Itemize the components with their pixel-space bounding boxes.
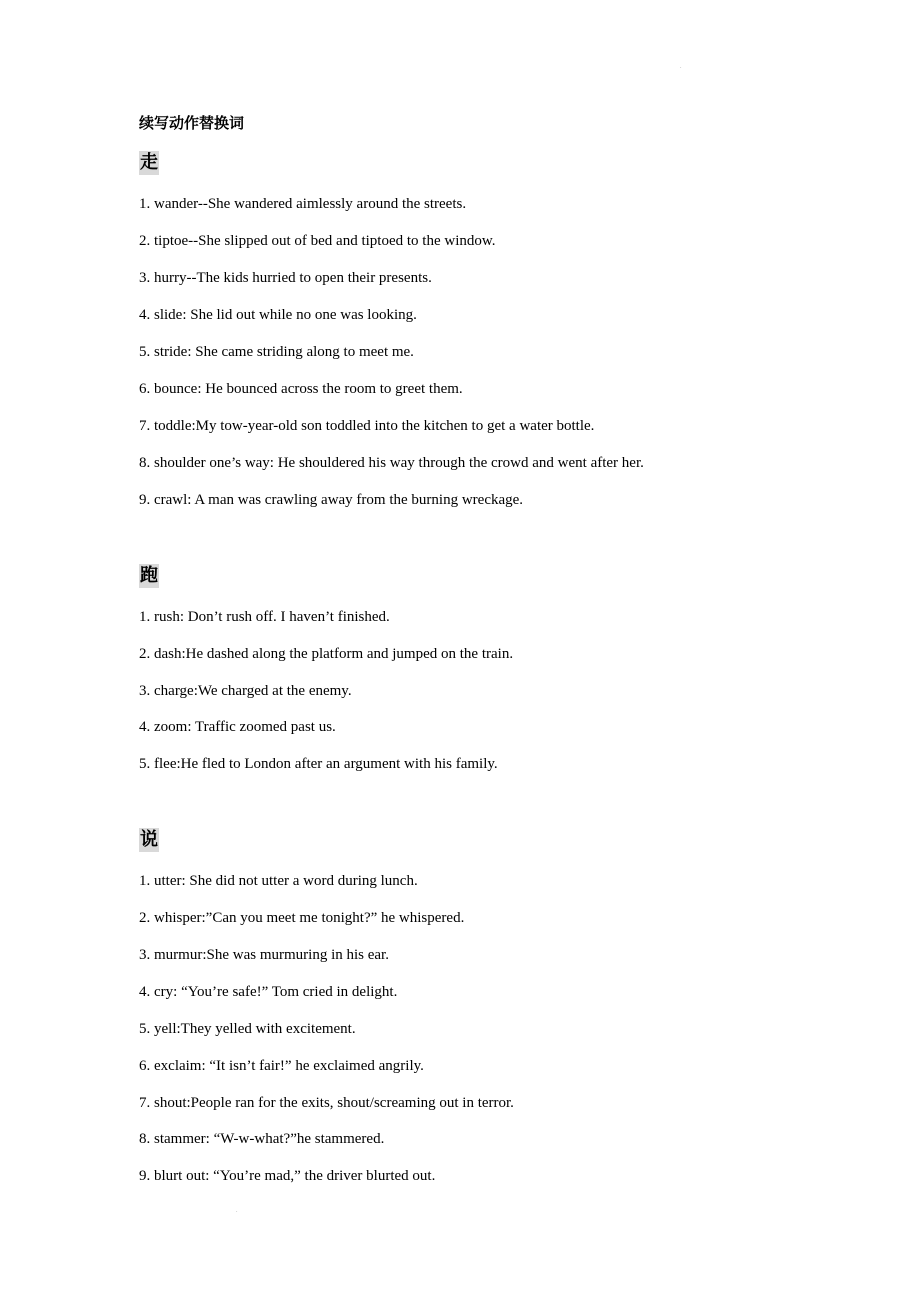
list-item: 5. stride: She came striding along to meet me. (139, 344, 414, 360)
section-heading-run: 跑 (140, 565, 158, 586)
list-item: 8. stammer: “W-w-what?”he stammered. (139, 1131, 385, 1147)
list-item: 8. shoulder one’s way: He shouldered his way through the crowd and went after her. (139, 455, 644, 471)
list-item: 1. wander--She wandered aimlessly around the streets. (139, 196, 467, 212)
list-item: 2. dash:He dashed along the platform and jumped on the train. (139, 646, 514, 662)
corner-mark-bottom: . (236, 1208, 238, 1214)
list-item: 3. murmur:She was murmuring in his ear. (139, 947, 389, 963)
list-item: 2. tiptoe--She slipped out of bed and tiptoed to the window. (139, 233, 496, 249)
list-item: 1. rush: Don’t rush off. I haven’t finished. (139, 609, 390, 625)
list-item: 7. shout:People ran for the exits, shout/screaming out in terror. (139, 1095, 514, 1111)
list-item: 9. blurt out: “You’re mad,” the driver blurted out. (139, 1168, 436, 1184)
list-item: 1. utter: She did not utter a word during lunch. (139, 873, 418, 889)
list-item: 3. charge:We charged at the enemy. (139, 683, 352, 699)
list-item: 6. exclaim: “It isn’t fair!” he exclaimed angrily. (139, 1058, 424, 1074)
list-item: 4. slide: She lid out while no one was looking. (139, 307, 417, 323)
list-item: 5. yell:They yelled with excitement. (139, 1021, 356, 1037)
section-heading-say: 说 (140, 829, 158, 850)
list-item: 6. bounce: He bounced across the room to greet them. (139, 381, 463, 397)
list-item: 7. toddle:My tow-year-old son toddled into the kitchen to get a water bottle. (139, 418, 595, 434)
corner-mark-top: . (680, 64, 682, 70)
list-item: 5. flee:He fled to London after an argument with his family. (139, 756, 498, 772)
list-item: 2. whisper:”Can you meet me tonight?” he whispered. (139, 910, 465, 926)
list-item: 9. crawl: A man was crawling away from the burning wreckage. (139, 492, 524, 508)
section-heading-walk: 走 (140, 152, 158, 173)
document-title: 续写动作替换词 (139, 114, 245, 132)
list-item: 3. hurry--The kids hurried to open their presents. (139, 270, 432, 286)
list-item: 4. zoom: Traffic zoomed past us. (139, 719, 336, 735)
list-item: 4. cry: “You’re safe!” Tom cried in delight. (139, 984, 398, 1000)
